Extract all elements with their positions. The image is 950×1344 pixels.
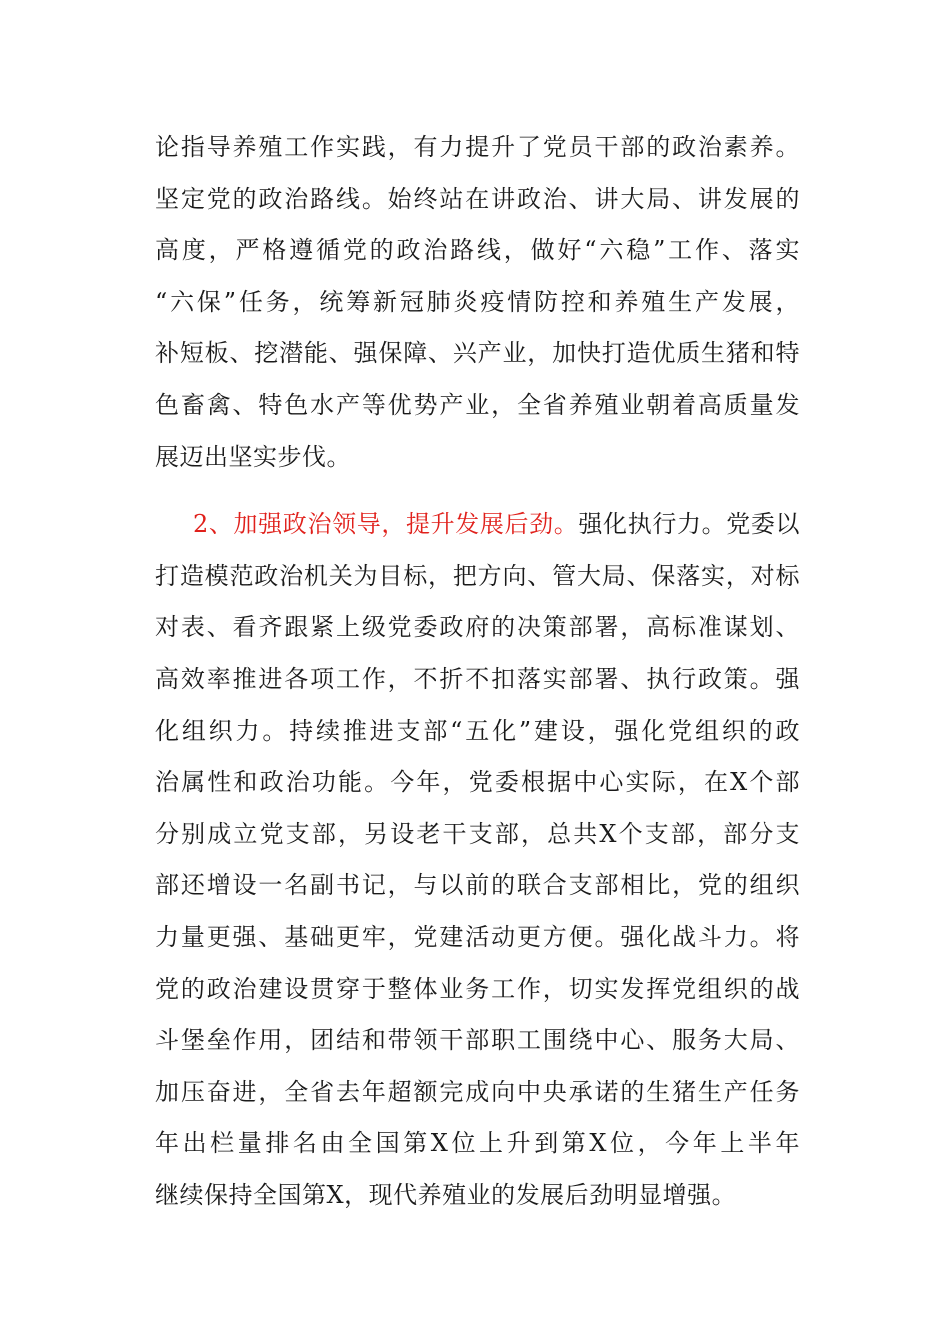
paragraph-spacer <box>155 483 800 499</box>
paragraph-2 <box>155 499 800 1221</box>
text-line: 高效率推进各项工作，不折不扣落实部署、执行政策。强 <box>155 664 800 693</box>
text-line: 打造模范政治机关为目标，把方向、管大局、保落实，对标 <box>155 561 800 590</box>
text-line: 加压奋进，全省去年超额完成向中央承诺的生猪生产任务 <box>155 1077 800 1106</box>
text-line: 论指导养殖工作实践，有力提升了党员干部的政治素养。 <box>155 133 800 161</box>
text-line: 色畜禽、特色水产等优势产业，全省养殖业朝着高质量发 <box>155 390 800 419</box>
paragraph-1 <box>155 122 800 483</box>
text-line: 部还增设一名副书记，与以前的联合支部相比，党的组织 <box>155 871 800 900</box>
text-line: 力量更强、基础更牢，党建活动更方便。强化战斗力。将 <box>155 922 800 951</box>
text-line: 继续保持全国第X，现代养殖业的发展后劲明显增强。 <box>155 1180 737 1209</box>
text-line-with-heading <box>155 499 800 551</box>
section-heading: 2、加强政治领导，提升发展后劲。 <box>193 510 579 539</box>
document-body <box>155 122 800 1221</box>
text-line: “六保”任务，统筹新冠肺炎疫情防控和养殖生产发展， <box>155 287 800 316</box>
text-line: 分别成立党支部，另设老干支部，总共X个支部，部分支 <box>155 819 800 848</box>
text-line: 补短板、挖潜能、强保障、兴产业，加快打造优质生猪和特 <box>155 339 800 368</box>
text-line: 高度，严格遵循党的政治路线，做好“六稳”工作、落实 <box>155 236 800 265</box>
heading-line-rest: 强化执行力。党委以 <box>578 510 800 539</box>
text-line: 斗堡垒作用，团结和带领干部职工围绕中心、服务大局、 <box>155 1026 800 1055</box>
text-line: 化组织力。持续推进支部“五化”建设，强化党组织的政 <box>155 716 800 745</box>
text-line: 年出栏量排名由全国第X位上升到第X位，今年上半年 <box>155 1129 800 1158</box>
text-line: 展迈出坚实步伐。 <box>155 442 351 471</box>
text-line: 对表、看齐跟紧上级党委政府的决策部署，高标准谋划、 <box>155 613 800 642</box>
text-line: 党的政治建设贯穿于整体业务工作，切实发挥党组织的战 <box>155 974 800 1003</box>
text-line: 坚定党的政治路线。始终站在讲政治、讲大局、讲发展的 <box>155 184 800 213</box>
text-line: 治属性和政治功能。今年，党委根据中心实际，在X个部 <box>155 768 800 797</box>
